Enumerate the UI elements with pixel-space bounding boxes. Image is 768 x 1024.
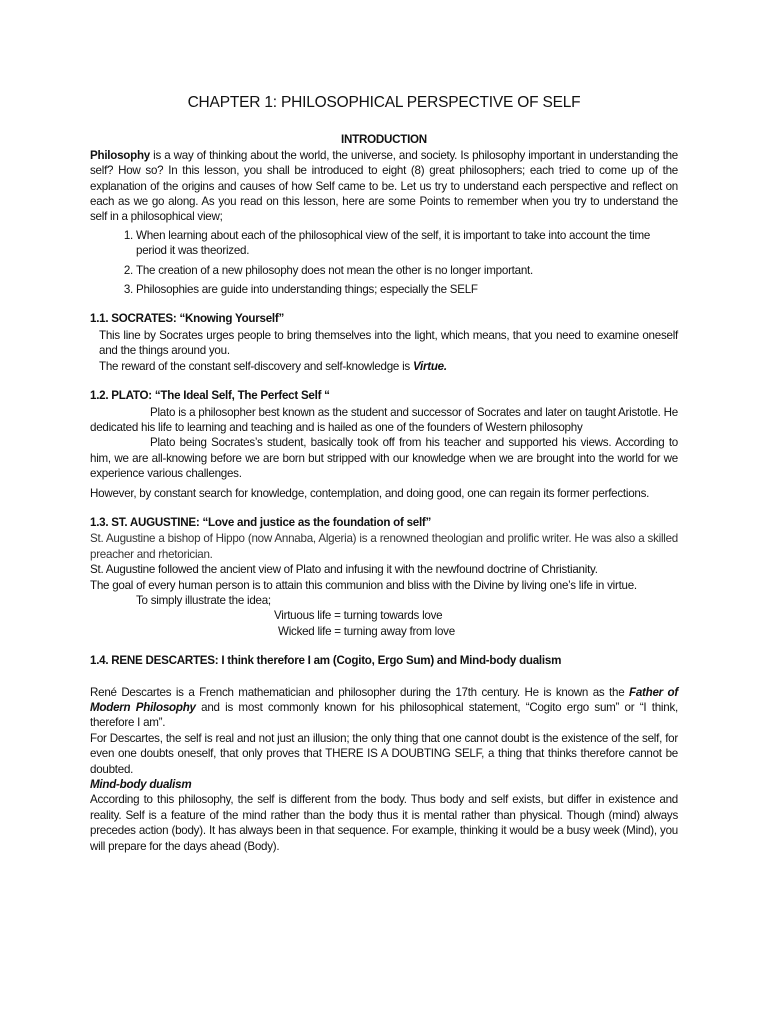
descartes-paragraph-1 [90, 685, 678, 731]
list-item: 1. When learning about each of the philosophical view of the self, it is important to take into account the time period it was theorized. [136, 228, 678, 259]
augustine-heading: 1.3. ST. AUGUSTINE: “Love and justice as the foundation of self” [90, 515, 432, 529]
list-item: 2. The creation of a new philosophy does not mean the other is no longer important. [136, 263, 678, 278]
document-page [90, 95, 678, 854]
socrates-paragraph-1 [90, 328, 678, 359]
chapter-title: CHAPTER 1: PHILOSOPHICAL PERSPECTIVE OF SELF [187, 94, 581, 111]
introduction-text: is a way of thinking about the world, the universe, and society. Is philosophy important in understanding the self? How so? In this lesson, you shall be introduced to eight (8) great philosophers; each tried to come up of the explanation of the origins and causes of how Self came to be. Let us try to understand each perspective and reflect on each as we go along. As you read on this lesson, here are some Points to remember when you try to understand the self in a philosophical view; [90, 148, 678, 224]
socrates-paragraph-2 [90, 359, 678, 374]
descartes-heading: 1.4. RENE DESCARTES: I think therefore I am (Cogito, Ergo Sum) and Mind-body dualism [90, 654, 562, 668]
descartes-paragraph-2: For Descartes, the self is real and not just an illusion; the only thing that one cannot doubt is the existence of the self, for even one doubts oneself, that only proves that THERE IS A DOUBTING SELF, a thing that thinks therefore cannot be doubted. [90, 731, 678, 776]
father-modern-philosophy-term: Father of Modern Philosophy [90, 685, 678, 714]
virtuous-life-equation: Virtuous life = turning towards love [274, 609, 443, 623]
introduction-paragraph [90, 148, 678, 225]
mind-body-dualism-subheading: Mind-body dualism [90, 778, 192, 792]
socrates-text-2: The reward of the constant self-discovery and self-knowledge is [99, 359, 413, 373]
virtue-term: Virtue. [412, 359, 447, 373]
plato-paragraph-1: Plato is a philosopher best known as the student and successor of Socrates and later on taught Aristotle. He dedicated his life to learning and teaching and is hailed as one of the founders of Western philosophy [90, 405, 678, 434]
augustine-paragraph-2: St. Augustine followed the ancient view of Plato and infusing it with the newfound doctrine of Christianity. [90, 563, 598, 577]
descartes-text-1a: René Descartes is a French mathematician and philosopher during the 17th century. He is known as the [90, 685, 630, 699]
plato-paragraph-2: Plato being Socrates’s student, basically took off from his teacher and supported his views. According to him, we are all-knowing before we are born but stripped with our knowledge when we are brought into the world for we experience various challenges. [90, 436, 678, 481]
plato-heading: 1.2. PLATO: “The Ideal Self, The Perfect Self “ [90, 389, 330, 403]
socrates-text-1: This line by Socrates urges people to bring themselves into the light, which means, that you need to examine oneself and the things around you. [99, 328, 678, 358]
augustine-paragraph-4: To simply illustrate the idea; [136, 593, 271, 607]
plato-paragraph-3: However, by constant search for knowledge, contemplation, and doing good, one can regain its former perfections. [90, 486, 650, 500]
descartes-text-1b: and is most commonly known for his philosophical statement, “Cogito ergo sum” or “I think, therefore I am”. [90, 701, 678, 730]
augustine-paragraph-3: The goal of every human person is to attain this communion and bliss with the Divine by living one’s life in virtue. [90, 578, 637, 592]
list-item: 3. Philosophies are guide into understanding things; especially the SELF [136, 282, 678, 297]
points-list [90, 228, 678, 298]
descartes-paragraph-3: According to this philosophy, the self is different from the body. Thus body and self exists, but differ in existence and reality. Self is a feature of the mind rather than the body thus it is mental rather than physical. Though (mind) always precedes action (body). It has always been in that sequence. For example, thinking it would be a busy week (Mind), you will prepare for the days ahead (Body). [90, 793, 678, 853]
wicked-life-equation: Wicked life = turning away from love [278, 624, 455, 638]
augustine-paragraph-1: St. Augustine a bishop of Hippo (now Annaba, Algeria) is a renowned theologian and prolific writer. He was also a skilled preacher and rhetorician. [90, 532, 678, 561]
introduction-heading: INTRODUCTION [341, 133, 427, 147]
socrates-heading: 1.1. SOCRATES: “Knowing Yourself” [90, 312, 285, 326]
philosophy-term: Philosophy [90, 148, 150, 162]
